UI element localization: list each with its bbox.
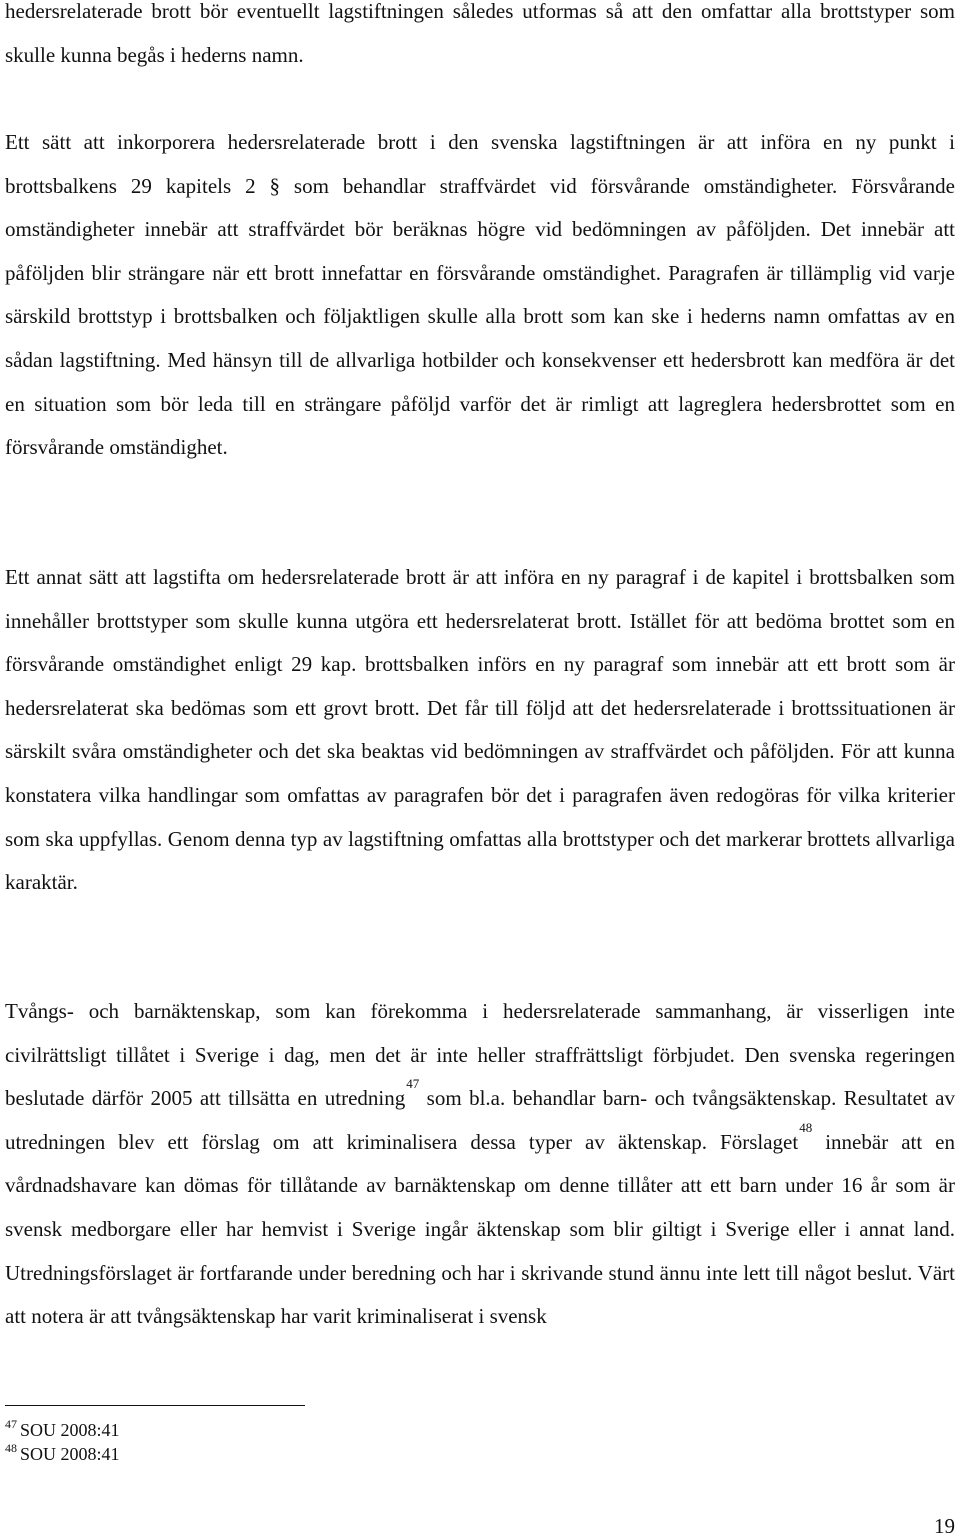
footnote-separator [5, 1405, 305, 1406]
footnote-reference-47[interactable]: 47 [406, 1076, 420, 1092]
paragraph-4-text-part-2: som bl.a. behandlar barn- och tvångsäktenskap. Resultatet av utredningen blev ett förslag om att kriminalisera dessa typer av äktenskap. Förslaget [5, 1086, 956, 1154]
paragraph-4-text-part-1: Tvångs- och barnäktenskap, som kan förekomma i hedersrelaterade sammanhang, är visserligen inte civilrättsligt tillåtet i Sverige i dag, men det är inte heller straffrättsligt förbjudet. Den svenska regeringen beslutade därför 2005 att tillsätta en utredning [5, 999, 955, 1111]
paragraph-4-text-part-3: innebär att en vårdnadshavare kan dömas för tillåtande av barnäktenskap om denne tillåter att ett barn under 16 år som är svensk medborgare eller har hemvist i Sverige ingår äktenskap som blir giltigt i Sverige eller i annat land. Utredningsförslaget är fortfarande under beredning och har i skrivande stund ännu inte lett till något beslut. Värt att notera är att tvångsäktenskap har varit kriminaliserat i svensk [5, 1129, 955, 1329]
footnote-47 [5, 1419, 120, 1443]
paragraph-2 [5, 121, 955, 470]
footnote-number: 47 [5, 1417, 17, 1431]
page-number: 19 [934, 1514, 955, 1538]
footnote-text: SOU 2008:41 [20, 1444, 120, 1464]
footnote-text: SOU 2008:41 [20, 1420, 120, 1440]
footnote-48 [5, 1443, 120, 1467]
paragraph-3 [5, 556, 955, 905]
paragraph-1-text: hedersrelaterade brott bör eventuellt lagstiftningen således utformas så att den omfattar alla brottstyper som skulle kunna begås i hederns namn. [5, 0, 955, 67]
footnote-reference-48[interactable]: 48 [799, 1119, 813, 1135]
footnote-number: 48 [5, 1441, 17, 1455]
paragraph-3-text: Ett annat sätt att lagstifta om hedersrelaterade brott är att införa en ny paragraf i de kapitel i brottsbalken som innehåller brottstyper som skulle kunna utgöra ett hedersrelaterat brott. Istället för att bedöma brottet som en försvårande omständighet enligt 29 kap. brottsbalken införs en ny paragraf som innebär att ett brott som är hedersrelaterat ska bedömas som ett grovt brott. Det får till följd att det hedersrelaterade i brottssituationen är särskilt svåra omständigheter och det ska beaktas vid bedömningen av straffvärdet och påföljden. För att kunna konstatera vilka handlingar som omfattas av paragrafen bör det i paragrafen även redogöras för vilka kriterier som ska uppfyllas. Genom denna typ av lagstiftning omfattas alla brottstyper och det markerar brottets allvarliga karaktär. [5, 565, 955, 895]
paragraph-1 [5, 0, 955, 77]
paragraph-2-text: Ett sätt att inkorporera hedersrelaterade brott i den svenska lagstiftningen är att införa en ny punkt i brottsbalkens 29 kapitels 2 § som behandlar straffvärdet vid försvårande omständigheter. Försvårande omständigheter innebär att straffvärdet bör beräknas högre vid bedömningen av påföljden. Det innebär att påföljden blir strängare när ett brott innefattar en försvårande omständighet. Paragrafen är tillämplig vid varje särskild brottstyp i brottsbalken och följaktligen skulle alla brott som kan ske i hederns namn omfattas av en sådan lagstiftning. Med hänsyn till de allvarliga hotbilder och konsekvenser ett hedersbrott kan medföra är det en situation som bör leda till en strängare påföljd varför det är rimligt att lagreglera hedersbrottet som en försvårande omständighet. [5, 130, 955, 460]
paragraph-4 [5, 990, 955, 1339]
